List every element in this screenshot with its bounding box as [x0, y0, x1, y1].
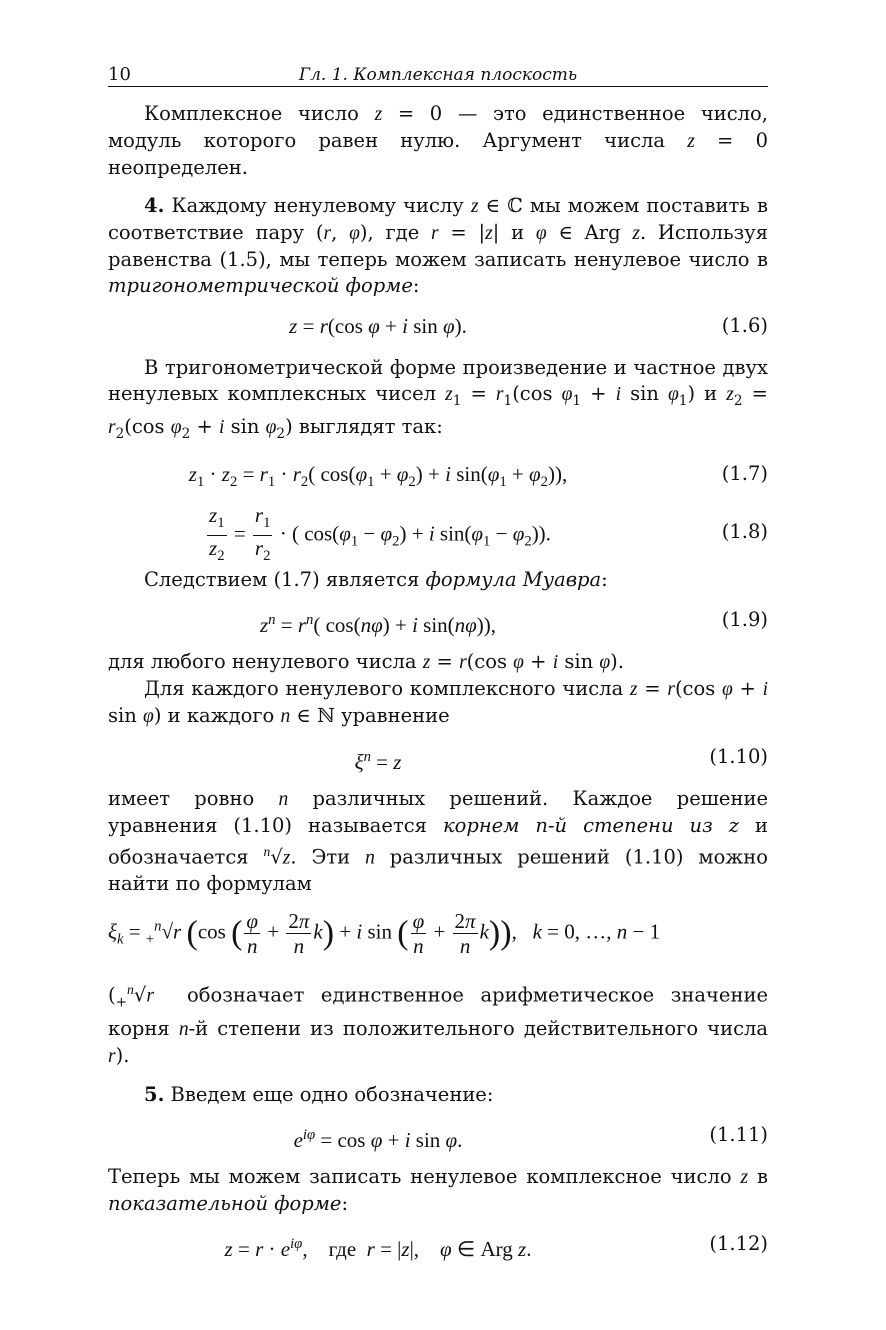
paragraph-4: 4. Каждому ненулевому числу z ∈ ℂ мы можем поставить в соответствие пару (r, φ), где r = |z| и φ ∈ Arg z. Используя равенства (1.5), мы теперь можем записать ненулевое число в тригонометрической форме:: [108, 194, 769, 297]
running-header: [108, 60, 768, 87]
equation-1-10: $\xi^n = z$ (1.10): [354, 744, 768, 774]
paragraph-roots-intro: Для каждого ненулевого комплексного числа z = r(cos φ + i sin φ) и каждого n ∈ ℕ уравнение: [108, 676, 768, 727]
equation-1-6: z = r(cos φ + i sin φ). (1.6): [289, 314, 768, 338]
page-number: 10: [108, 64, 131, 85]
paragraph-product: В тригонометрической форме произведение и частное двух ненулевых комплексных чисел $z_1 = r_1(\cos$ $\varphi_1 + i$ $\sin \varphi_1$) и $z_2 = r_2(\cos$ $\varphi_2 + i$ $\sin \varphi_2$) выглядят так:: [108, 356, 768, 442]
equation-1-12: $z = r \cdot e^{i\varphi}$, где r = |z|, φ ∈ Arg z. (1.12): [224, 1231, 768, 1261]
paragraph-zero: Комплексное число z = 0 — это единственное число, модуль которого равен нулю. Аргумент числа z = 0 неопределен.: [108, 102, 768, 179]
equation-1-8: $\frac{z_1}{z_2}$ = $\frac{r_1}{r_2}$ · ( $\cos(\varphi_1 - \varphi_2) + i$ $\sin(\varphi_1 - \varphi_2)$). (1.8): [209, 502, 768, 565]
running-title: Гл. 1. Комплексная плоскость: [298, 65, 578, 85]
paragraph-exponential: Теперь мы можем записать ненулевое комплексное число z в показательной форме:: [108, 1164, 768, 1215]
page: [108, 60, 768, 1273]
equation-1-9: $z^n = r^n$( cos(nφ) + i sin(nφ)), (1.9): [259, 607, 768, 637]
equation-1-11: $e^{i\varphi} = \cos \varphi + i$ sin φ. (1.11): [293, 1122, 768, 1152]
equation-roots-formula: $\xi_k = _+^n√r$ (cos ( $\frac{\varphi}{n}$ + $\frac{2\pi}{n}$ k) + i sin ( $\frac{\varphi}{n}$ + $\frac{2\pi}{n}$ k)), k = 0, …, n − 1: [108, 909, 661, 959]
equation-1-7: $z_1 \cdot z_2 = r_1 \cdot r_2$( $\cos(\varphi_1 + \varphi_2) + i$ $\sin(\varphi_1 + \varphi_2)$), (1.7): [188, 461, 768, 490]
paragraph-5: 5. Введем еще одно обозначение:: [144, 1082, 494, 1106]
paragraph-roots: имеет ровно n различных решений. Каждое решение уравнения (1.10) называется корнем n-й степени из z и обозначается $^n$√z. Эти n различных решений (1.10) можно найти по формулам: [108, 786, 768, 896]
paragraph-arith-root: ($_+^n√r$ обозначает единственное арифметическое значение корня n-й степени из положительного действительного числа r).: [108, 982, 768, 1067]
paragraph-moivre: Следствием (1.7) является формула Муавра:: [144, 567, 608, 591]
paragraph-any-number: для любого ненулевого числа z = r(cos φ + i sin φ).: [108, 649, 624, 673]
